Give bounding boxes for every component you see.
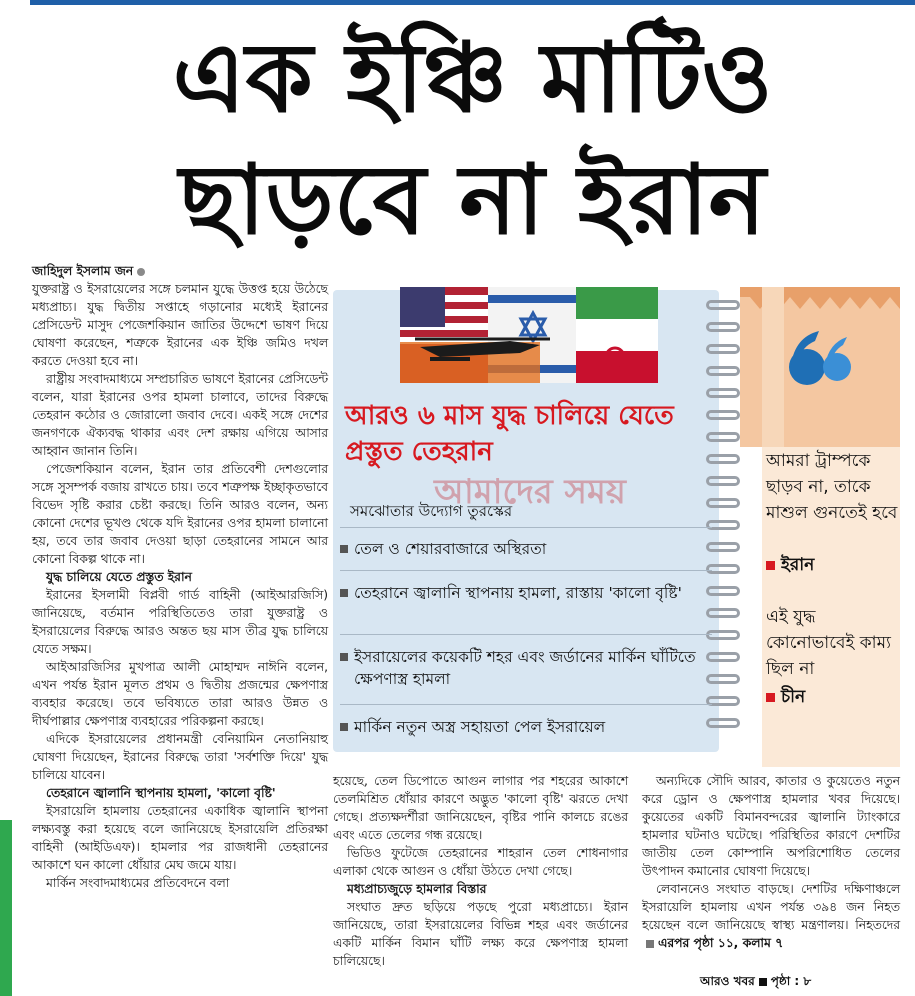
paragraph: সংঘাত দ্রুত ছড়িয়ে পড়ছে পুরো মধ্যপ্রাচ্যে। ইরান জানিয়েছে, তারা ইসরায়েলের বিভিন্ন শহর এবং জর্ডানের একটি মার্কিন বিমান ঘাঁটি লক্ষ্য করে ক্ষেপণাস্ত্র হামলা চালিয়েছে। bbox=[333, 900, 628, 968]
subhead: যুদ্ধ চালিয়ে যেতে প্রস্তুত ইরান bbox=[46, 570, 192, 584]
ring-icon bbox=[706, 520, 740, 530]
divider bbox=[340, 527, 712, 528]
ring-icon bbox=[706, 410, 740, 420]
bullet-icon bbox=[340, 653, 348, 661]
ring-icon bbox=[706, 322, 740, 332]
ring-icon bbox=[706, 476, 740, 486]
quote-source: ইরান bbox=[766, 552, 814, 580]
paragraph: মার্কিন সংবাদমাধ্যমের প্রতিবেদনে বলা bbox=[46, 876, 230, 890]
notebook-title: আরও ৬ মাস যুদ্ধ চালিয়ে যেতে প্রস্তুত তেহরান bbox=[345, 401, 674, 467]
top-accent-bar bbox=[30, 0, 915, 5]
continued-reference[interactable]: এরপর পৃষ্ঠা ১১, কলাম ৭ bbox=[642, 936, 783, 950]
divider bbox=[340, 704, 712, 705]
paragraph: আইআরজিসির মুখপাত্র আলী মোহাম্মদ নাঈনি বলেন, এখন পর্যন্ত ইরান মূলত প্রথম ও দ্বিতীয় প্রজন্মের ক্ষেপণাস্ত্র ব্যবহার করেছে। তবে ভবিষ্যতে তারা আরও উন্নত ও দীর্ঘপাল্লার ক্ষেপণাস্ত্র ব্যবহারের পরিকল্পনা করছে। bbox=[32, 660, 328, 728]
ring-icon bbox=[706, 344, 740, 354]
article-column-1 bbox=[32, 262, 328, 892]
flags-helicopter-illustration bbox=[400, 287, 658, 383]
headline-line-1: এক ইঞ্চি মাটিও bbox=[172, 22, 773, 134]
subhead: মধ্যপ্রাচ্যজুড়ে হামলার বিস্তার bbox=[347, 882, 487, 896]
byline: জাহিদুল ইসলাম জন bbox=[32, 262, 328, 280]
red-square-icon bbox=[766, 561, 775, 570]
bullet-icon bbox=[340, 545, 348, 553]
ring-icon bbox=[706, 564, 740, 574]
paragraph: ভিডিও ফুটেজে তেহরানের শাহরান তেল শোধনাগার এলাকা থেকে আগুন ও ধোঁয়া উঠতে দেখা গেছে। bbox=[333, 846, 628, 878]
quote-source: চীন bbox=[766, 684, 805, 712]
ring-icon bbox=[706, 498, 740, 508]
divider bbox=[340, 634, 712, 635]
subhead: তেহরানে জ্বালানি স্থাপনায় হামলা, 'কালো বৃষ্টি' bbox=[46, 786, 276, 800]
paragraph: লেবাননেও সংঘাত বাড়ছে। দেশটির দক্ষিণাঞ্চলে ইসরায়েলি হামলায় এখন পর্যন্ত ৩৯৪ জন নিহত হয়েছেন বলে জানিয়েছে স্বাস্থ্য মন্ত্রণালয়। নিহতদের এরপর পৃষ্ঠা ১১, কলাম ৭ bbox=[642, 882, 900, 950]
black-square-icon bbox=[759, 978, 767, 986]
notebook-item: তেল ও শেয়ারবাজারে অস্থিরতা bbox=[340, 538, 712, 560]
ring-icon bbox=[706, 388, 740, 398]
footer-more-news[interactable]: আরও খবর পৃষ্ঠা : ৮ bbox=[700, 974, 812, 988]
ring-icon bbox=[706, 300, 740, 310]
article-column-3 bbox=[642, 772, 900, 952]
paragraph: পেজেশকিয়ান বলেন, ইরান তার প্রতিবেশী দেশগুলোর সঙ্গে সুসম্পর্ক বজায় রাখতে চায়। তবে শত্রুপক্ষ ইচ্ছাকৃতভাবে বিভেদ সৃষ্টি করার চেষ্টা করছে। তিনি আরও বলেন, অন্য কোনো দেশের ভূখণ্ড থেকে যদি ইরানের ওপর হামলা চালানো হয়, তবে তার জবাব দেওয়া ছাড়া তেহরানের সামনে আর কোনো বিকল্প থাকে না। bbox=[32, 462, 328, 566]
publication-watermark: আমাদের সময় bbox=[434, 472, 626, 512]
article-column-2 bbox=[333, 772, 628, 970]
notebook-item: তেহরানে জ্বালানি স্থাপনায় হামলা, রাস্তায় 'কালো বৃষ্টি' bbox=[340, 582, 712, 604]
paragraph: ইরানের ইসলামী বিপ্লবী গার্ড বাহিনী (আইআরজিসি) জানিয়েছে, বর্তমান পরিস্থিতিতেও তারা যুক্তরাষ্ট্র ও ইসরায়েলের বিরুদ্ধে আরও অন্তত ছয় মাস তীব্র যুদ্ধ চালিয়ে যেতে সক্ষম। bbox=[32, 588, 328, 656]
divider bbox=[340, 570, 712, 571]
paragraph: হয়েছে, তেল ডিপোতে আগুন লাগার পর শহরের আকাশে তেলমিশ্রিত ধোঁয়ার কারণে অদ্ভুত 'কালো বৃষ্টি' ঝরতে দেখা গেছে। প্রত্যক্ষদর্শীরা জানিয়েছেন, বৃষ্টির পানি কালচে রঙের এবং এতে তেলের গন্ধ রয়েছে। bbox=[333, 774, 628, 842]
red-square-icon bbox=[766, 693, 775, 702]
quote-text: আমরা ট্রাম্পকে ছাড়ব না, তাকে মাশুল গুনতেই হবে bbox=[766, 451, 898, 523]
notebook-lead-item: সমঝোতার উদ্যোগ তুরস্কের bbox=[350, 502, 513, 520]
paragraph: রাষ্ট্রীয় সংবাদমাধ্যমে সম্প্রচারিত ভাষণে ইরানের প্রেসিডেন্ট বলেন, যারা ইরানের ওপর হামলা চালাবে, তাদের বিরুদ্ধে তেহরান কঠোর ও জোরালো জবাব দেবে। একই সঙ্গে দেশের জনগণকে ঐক্যবদ্ধ থাকার এবং দেশ রক্ষায় এগিয়ে আসার আহ্বান জানান তিনি। bbox=[32, 372, 328, 458]
ring-icon bbox=[706, 630, 740, 640]
ring-icon bbox=[706, 366, 740, 376]
paragraph: যুক্তরাষ্ট্র ও ইসরায়েলের সঙ্গে চলমান যুদ্ধে উত্তপ্ত হয়ে উঠেছে মধ্যপ্রাচ্য। যুদ্ধ দ্বিতীয় সপ্তাহে গড়ানোর মধ্যেই ইরানের প্রেসিডেন্ট মাসুদ পেজেশকিয়ান জাতির উদ্দেশে ভাষণ দিয়ে ঘোষণা করেছেন, শত্রুকে ইরানের এক ইঞ্চি জমিও দখল করতে দেওয়া হবে না। bbox=[32, 282, 328, 368]
ring-icon bbox=[706, 454, 740, 464]
notebook-item: মার্কিন নতুন অস্ত্র সহায়তা পেল ইসরায়েল bbox=[340, 716, 712, 738]
byline-dot-icon bbox=[137, 268, 145, 276]
paragraph: অন্যদিকে সৌদি আরব, কাতার ও কুয়েতেও নতুন করে ড্রোন ও ক্ষেপণাস্ত্র হামলার খবর দিয়েছে। কুয়েতের একটি বিমানবন্দরের জ্বালানি ট্যাংকারে হামলার ঘটনাও ঘটেছে। পরিস্থিতির কারণে দেশটির জাতীয় তেল কোম্পানি অপরিশোধিত তেলের উৎপাদন কমানোর ঘোষণা দিয়েছে। bbox=[642, 774, 900, 878]
paragraph: ইসরায়েলি হামলায় তেহরানের একাধিক জ্বালানি স্থাপনা লক্ষ্যবস্তু করা হয়েছে বলে জানিয়েছে ইসরায়েলি প্রতিরক্ষা বাহিনী (আইডিএফ)। হামলার পর রাজধানী তেহরানের আকাশে ঘন কালো ধোঁয়ার মেঘ জমে যায়। bbox=[32, 804, 328, 872]
ring-icon bbox=[706, 608, 740, 618]
paragraph: এদিকে ইসরায়েলের প্রধানমন্ত্রী বেনিয়ামিন নেতানিয়াহু ঘোষণা দিয়েছেন, ইরানের বিরুদ্ধে তারা 'সর্বশক্তি দিয়ে' যুদ্ধ চালিয়ে যাবেন। bbox=[32, 732, 328, 782]
headline-line-2: ছাড়বে না ইরান bbox=[179, 144, 766, 256]
ring-icon bbox=[706, 432, 740, 442]
gray-square-icon bbox=[646, 940, 654, 948]
bullet-icon bbox=[340, 589, 348, 597]
notebook-item: ইসরায়েলের কয়েকটি শহর এবং জর্ডানের মার্কিন ঘাঁটিতে ক্ষেপণাস্ত্র হামলা bbox=[340, 646, 712, 690]
quote-mark-icon bbox=[785, 325, 855, 395]
bullet-icon bbox=[340, 723, 348, 731]
side-brand-strip bbox=[0, 820, 12, 996]
quote-text: এই যুদ্ধ কোনোভাবেই কাম্য ছিল না bbox=[766, 607, 891, 679]
